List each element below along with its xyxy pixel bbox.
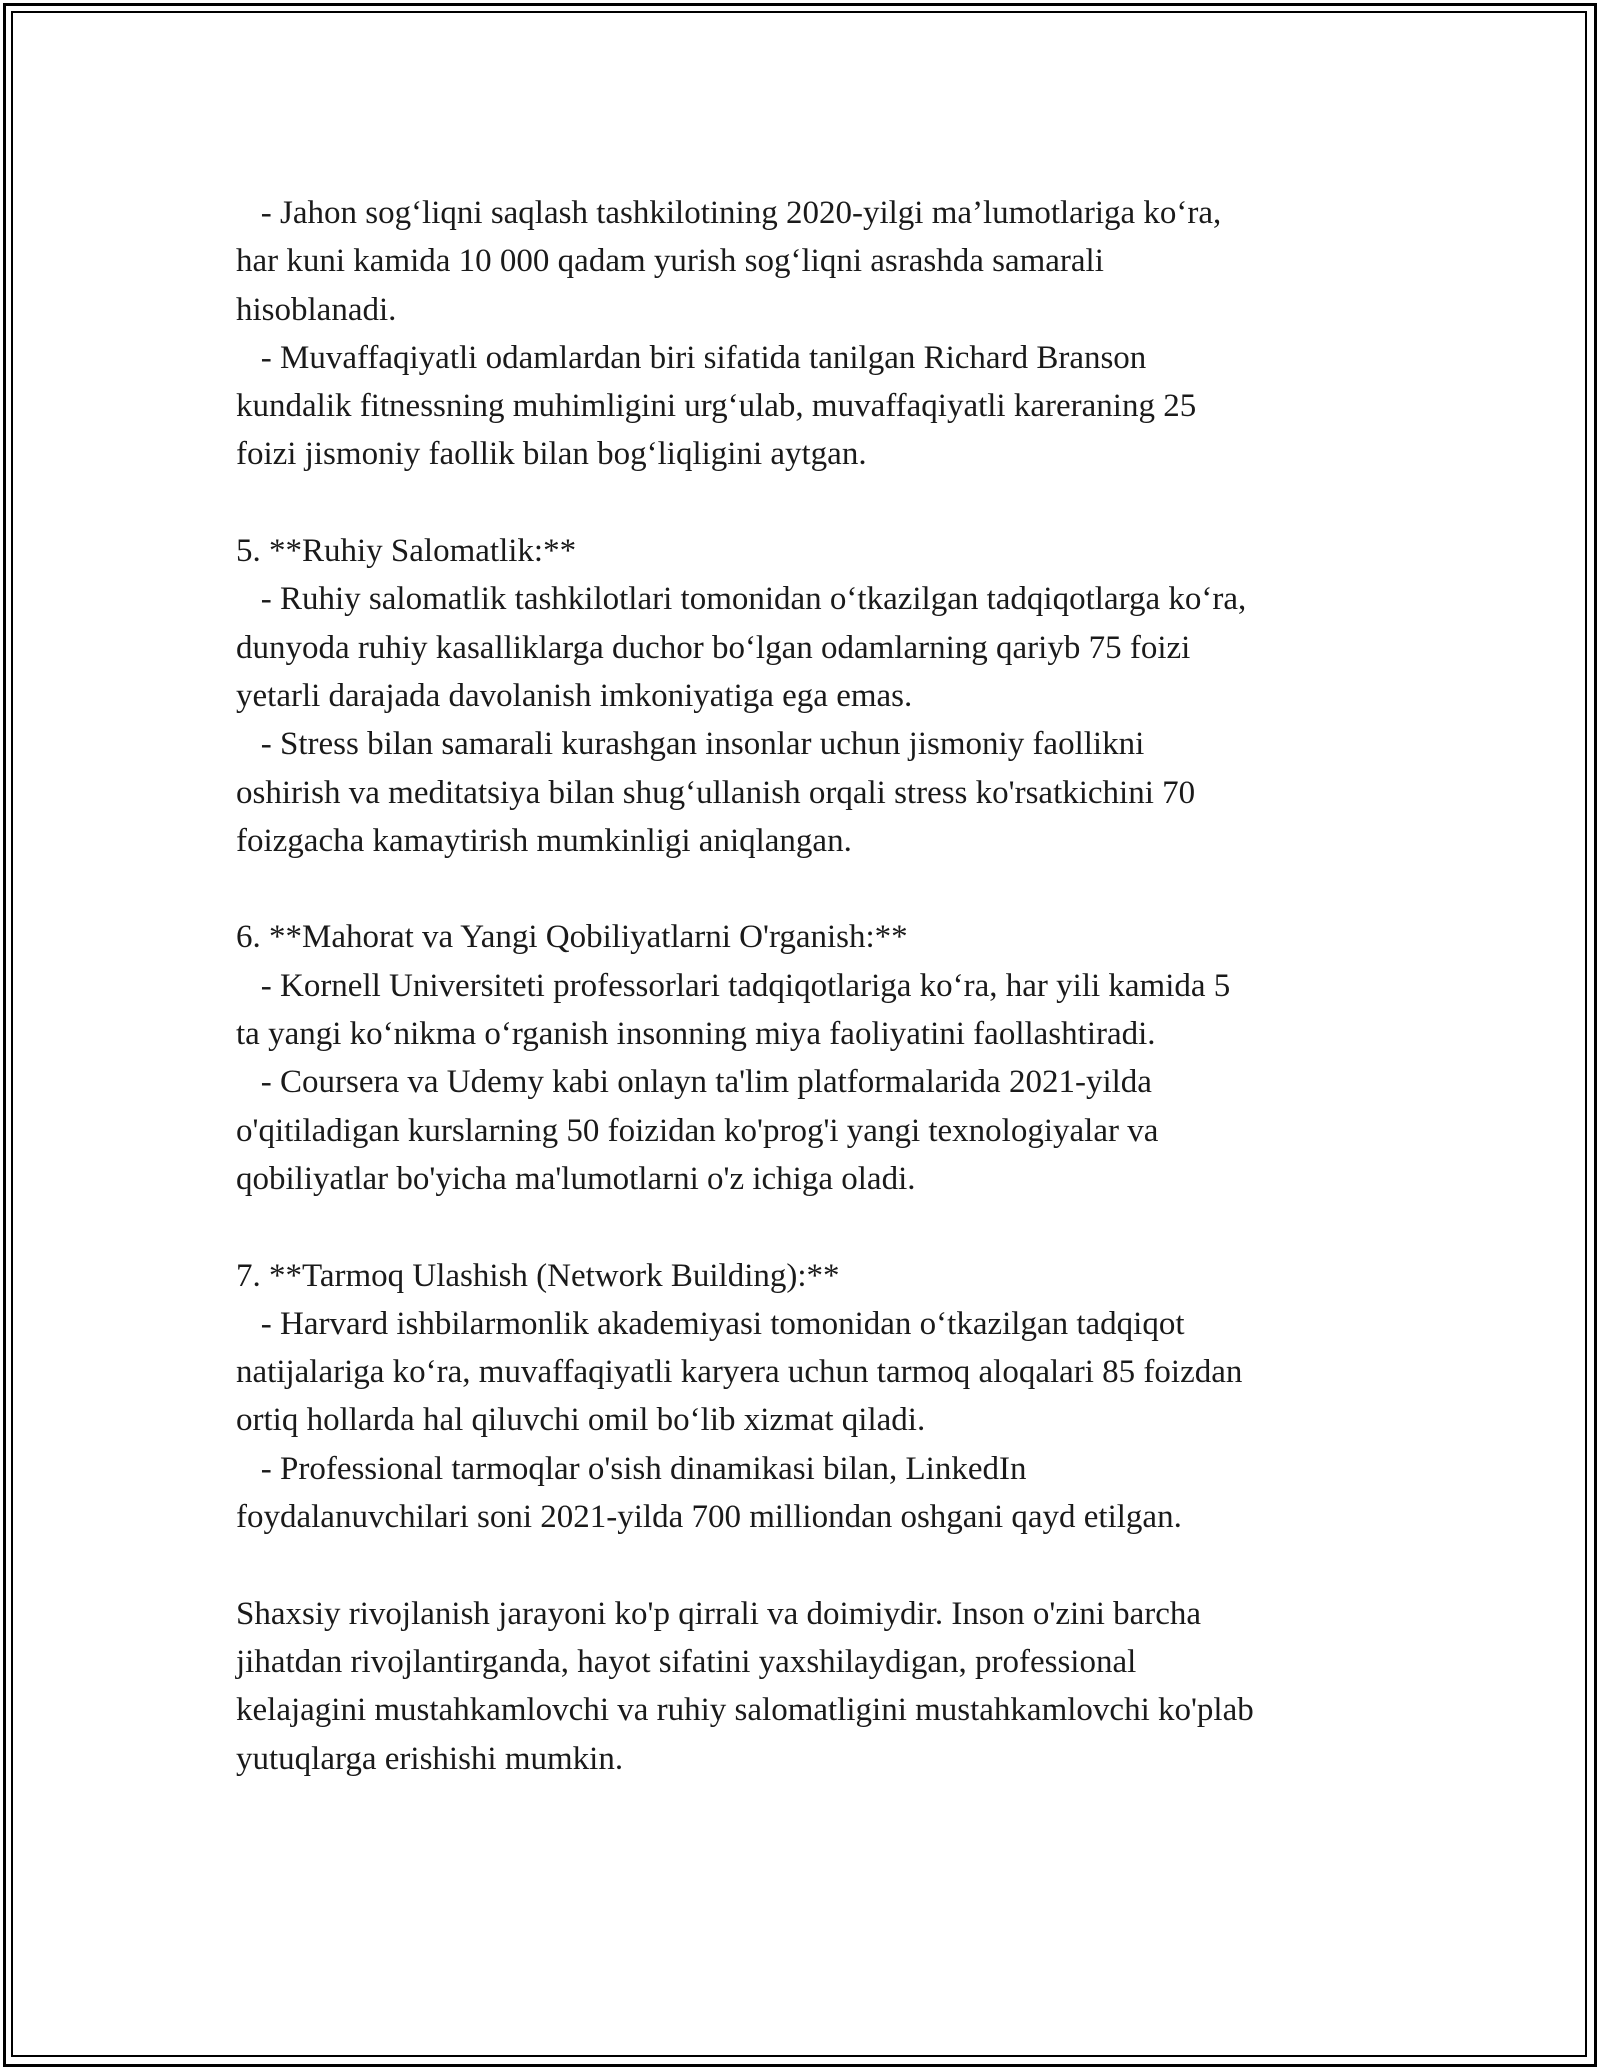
text-line: har kuni kamida 10 000 qadam yurish sog‘liqni asrashda samarali [236,243,1104,280]
conclusion-line: kelajagini mustahkamlovchi va ruhiy salomatligini mustahkamlovchi ko'plab [236,1692,1254,1729]
text-line: - Professional tarmoqlar o'sish dinamikasi bilan, LinkedIn [236,1450,1027,1487]
section-heading: 5. **Ruhiy Salomatlik:** [236,533,577,570]
text-line: oshirish va meditatsiya bilan shug‘ullanish orqali stress ko'rsatkichini 70 [236,774,1196,811]
blank-line [236,865,1386,913]
text-line: ortiq hollarda hal qiluvchi omil bo‘lib xizmat qiladi. [236,1402,926,1439]
text-line: - Jahon sog‘liqni saqlash tashkilotining 2020-yilgi ma’lumotlariga ko‘ra, [236,195,1222,231]
section-heading: 7. **Tarmoq Ulashish (Network Building):** [236,1257,840,1294]
text-line: foizi jismoniy faollik bilan bog‘liqligini aytgan. [236,436,867,473]
conclusion-line: yutuqlarga erishishi mumkin. [236,1740,624,1777]
text-line: - Ruhiy salomatlik tashkilotlari tomonidan o‘tkazilgan tadqiqotlarga ko‘ra, [236,581,1247,618]
section-heading: 6. **Mahorat va Yangi Qobiliyatlarni O'rganish:** [236,919,908,956]
blank-line [236,479,1386,527]
text-line: - Kornell Universiteti professorlari tadqiqotlariga ko‘ra, har yili kamida 5 [236,967,1231,1004]
text-line: - Harvard ishbilarmonlik akademiyasi tomonidan o‘tkazilgan tadqiqot [236,1305,1185,1342]
text-line: foizgacha kamaytirish mumkinligi aniqlangan. [236,822,852,859]
conclusion-line: Shaxsiy rivojlanish jarayoni ko'p qirrali va doimiydir. Inson o'zini barcha [236,1595,1202,1632]
text-line: foydalanuvchilari soni 2021-yilda 700 milliondan oshgani qayd etilgan. [236,1499,1182,1536]
text-line: - Muvaffaqiyatli odamlardan biri sifatida tanilgan Richard Branson [236,339,1147,376]
document-body [236,189,1386,1783]
text-line: qobiliyatlar bo'yicha ma'lumotlarni o'z ichiga oladi. [236,1160,916,1197]
text-line: - Stress bilan samarali kurashgan insonlar uchun jismoniy faollikni [236,726,1145,763]
text-line: ta yangi ko‘nikma o‘rganish insonning miya faoliyatini faollashtiradi. [236,1016,1156,1053]
text-line: yetarli darajada davolanish imkoniyatiga ega emas. [236,677,913,714]
text-line: - Coursera va Udemy kabi onlayn ta'lim platformalarida 2021-yilda [236,1064,1152,1101]
blank-line [236,1541,1386,1589]
conclusion-line: jihatdan rivojlantirganda, hayot sifatini yaxshilaydigan, professional [236,1643,1137,1680]
text-line: hisoblanadi. [236,291,397,328]
text-line: kundalik fitnessning muhimligini urg‘ulab, muvaffaqiyatli kareraning 25 [236,388,1197,425]
text-line: dunyoda ruhiy kasalliklarga duchor bo‘lgan odamlarning qariyb 75 foizi [236,629,1191,666]
text-line: natijalariga ko‘ra, muvaffaqiyatli karyera uchun tarmoq aloqalari 85 foizdan [236,1354,1243,1391]
text-line: o'qitiladigan kurslarning 50 foizidan ko'prog'i yangi texnologiyalar va [236,1112,1159,1149]
blank-line [236,1203,1386,1251]
